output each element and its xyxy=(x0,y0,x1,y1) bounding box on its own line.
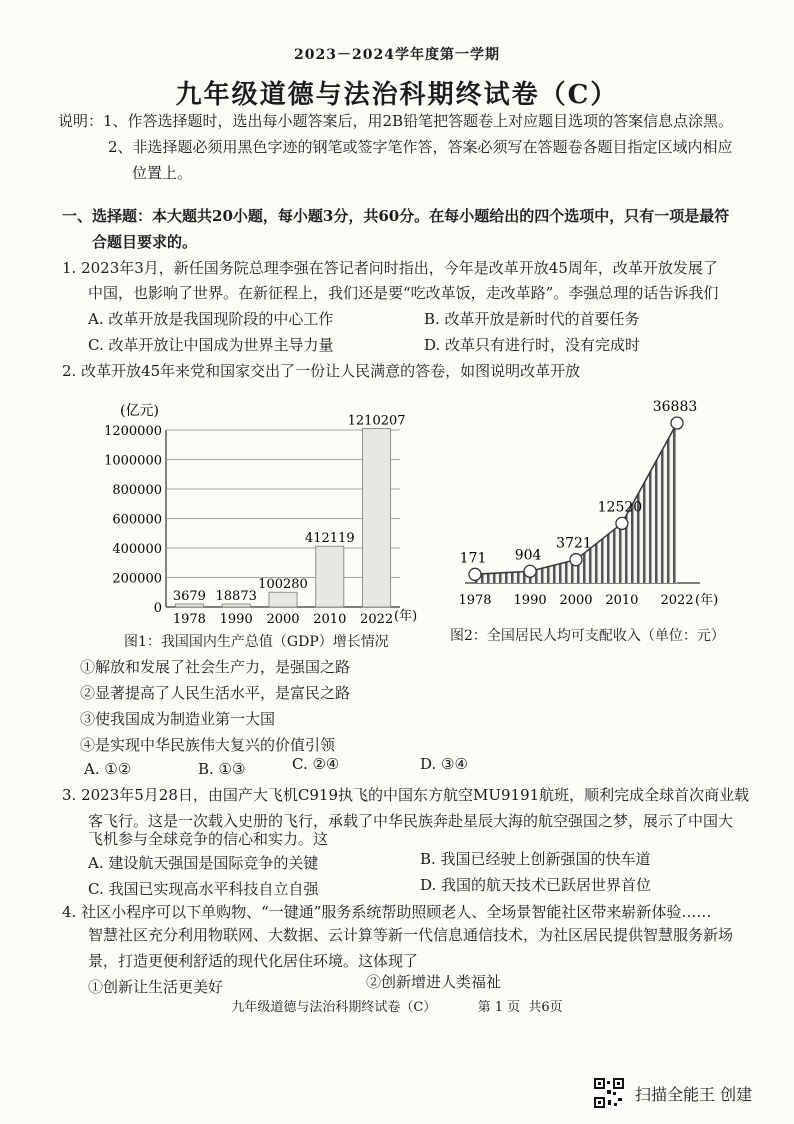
q2-stem: 2. 改革开放45年来党和国家交出了一份让人民满意的答卷，如图说明改革开放 xyxy=(62,362,581,380)
q3-option-d: D. 我国的航天技术已跃居世界首位 xyxy=(420,876,652,894)
chart2-x-tick-label: 2000 xyxy=(559,593,593,608)
q1-option-d: D. 改革只有进行时，没有完成时 xyxy=(424,336,641,354)
q3-option-b: B. 我国已经驶上创新强国的快车道 xyxy=(420,850,651,868)
chart2-x-tick-label: 2022 xyxy=(660,593,694,608)
chart1-bar xyxy=(269,592,297,607)
exam-title: 九年级道德与法治科期终试卷（C） xyxy=(175,80,619,110)
q1-option-a: A. 改革开放是我国现阶段的中心工作 xyxy=(88,310,334,328)
chart1-x-tick-label: 2022 xyxy=(360,612,394,623)
chart1-y-axis-unit: (亿元) xyxy=(120,403,159,419)
q2-option-d: D. ③④ xyxy=(420,755,468,773)
chart1-y-tick-label: 1000000 xyxy=(104,453,162,469)
chart1-y-tick-label: 0 xyxy=(153,601,162,616)
income-area-chart xyxy=(445,390,735,622)
q3-option-c: C. 我国已实现高水平科技自立自强 xyxy=(88,880,319,898)
section-heading-line-2: 合题目要求的。 xyxy=(92,233,198,251)
q4-stem-line-1: 4. 社区小程序可以下单购物、“一键通”服务系统帮助照顾老人、全场景智能社区带来崭新体验…… xyxy=(62,903,712,921)
q1-option-c: C. 改革开放让中国成为世界主导力量 xyxy=(88,336,334,354)
q3-stem-line-2: 客飞行。这是一次载入史册的飞行，承载了中华民族奔赴星辰大海的航空强国之梦，展示了中国大 xyxy=(88,812,734,830)
gdp-bar-chart xyxy=(100,395,420,623)
chart1-bar xyxy=(222,604,250,607)
chart1-x-tick-label: 1990 xyxy=(219,612,253,623)
q3-stem-line-1: 3. 2023年5月28日，由国产大飞机C919执飞的中国东方航空MU9191航班，顺利完成全球首次商业载 xyxy=(62,786,750,804)
q2-item-4: ④是实现中华民族伟大复兴的价值引领 xyxy=(80,736,336,754)
chart2-data-point xyxy=(524,565,536,577)
chart2-value-label: 12520 xyxy=(597,499,643,516)
chart1-value-label: 18873 xyxy=(215,589,257,604)
chart1-y-tick-label: 600000 xyxy=(112,512,162,528)
q1-option-b: B. 改革开放是新时代的首要任务 xyxy=(424,310,640,328)
chart1-y-tick-label: 400000 xyxy=(112,542,162,557)
q4-stem-line-3: 景，打造更便利舒适的现代化居住环境。这体现了 xyxy=(88,952,419,970)
chart2-data-point xyxy=(469,568,481,580)
q3-option-a: A. 建设航天强国是国际竞争的关键 xyxy=(88,854,319,872)
chart1-x-tick-label: 1978 xyxy=(172,612,206,623)
q2-option-c: C. ②④ xyxy=(292,755,340,773)
q3-stem-line-3: 飞机参与全球竞争的信心和实力。这 xyxy=(88,830,329,848)
instruction-line-3: 位置上。 xyxy=(132,164,193,182)
q2-item-3: ③使我国成为制造业第一大国 xyxy=(80,710,276,728)
chart1-y-tick-label: 800000 xyxy=(112,483,162,498)
chart1-x-tick-label: 2000 xyxy=(266,612,300,623)
chart2-value-label: 36883 xyxy=(652,399,698,415)
chart1-x-axis-unit: (年) xyxy=(394,609,418,623)
page-footer: 九年级道德与法治科期终试卷（C） 第 1 页 共6页 xyxy=(231,1000,563,1015)
qr-code-icon xyxy=(594,1078,624,1108)
q4-item-1: ①创新让生活更美好 xyxy=(88,978,224,996)
instruction-line-1: 说明：1、作答选择题时，选出每小题答案后，用2B铅笔把答题卷上对应题目选项的答案信息点涂黑。 xyxy=(58,112,734,130)
q1-stem-line-2: 中国，也影响了世界。在新征程上，我们还是要“吃改革饭，走改革路”。李强总理的话告诉我们 xyxy=(88,284,719,302)
chart2-x-tick-label: 1978 xyxy=(458,593,492,608)
scanner-watermark: 扫描全能王 创建 xyxy=(635,1085,753,1104)
chart2-value-label: 3721 xyxy=(556,535,592,552)
chart1-bar xyxy=(363,428,391,607)
chart2-data-point xyxy=(570,554,582,566)
q2-item-2: ②显著提高了人民生活水平，是富民之路 xyxy=(80,684,351,702)
chart2-value-label: 904 xyxy=(514,547,542,564)
chart1-x-tick-label: 2010 xyxy=(313,612,347,623)
q1-stem-line-1: 1. 2023年3月，新任国务院总理李强在答记者问时指出，今年是改革开放45周年，改革开放发展了 xyxy=(62,259,718,277)
chart2-data-point xyxy=(671,417,683,429)
chart1-y-tick-label: 200000 xyxy=(112,571,162,587)
chart1-bar xyxy=(175,604,203,607)
chart2-data-point xyxy=(616,517,628,529)
instruction-line-2: 2、非选择题必须用黑色字迹的钢笔或签字笔作答，答案必须写在答题卷各题目指定区域内相应 xyxy=(108,138,733,156)
chart1-value-label: 412119 xyxy=(304,531,355,547)
chart1-value-label: 100280 xyxy=(258,577,308,593)
chart1-caption: 图1：我国国内生产总值（GDP）增长情况 xyxy=(124,634,389,650)
chart1-bar xyxy=(316,546,344,607)
q2-option-a: A. ①② xyxy=(84,760,132,778)
section-heading-line-1: 一、选择题：本大题共20小题，每小题3分，共60分。在每小题给出的四个选项中，只有一项是最符 xyxy=(62,207,730,225)
q2-item-1: ①解放和发展了社会生产力，是强国之路 xyxy=(80,658,351,676)
chart2-x-tick-label: 1990 xyxy=(513,593,547,608)
q4-item-2: ②创新增进人类福祉 xyxy=(366,973,502,991)
chart1-value-label: 1210207 xyxy=(347,413,406,429)
chart2-x-tick-label: 2010 xyxy=(605,593,639,608)
q2-option-b: B. ①③ xyxy=(198,760,246,778)
q4-stem-line-2: 智慧社区充分利用物联网、大数据、云计算等新一代信息通信技术，为社区居民提供智慧服务新场 xyxy=(88,926,734,944)
chart1-y-tick-label: 1200000 xyxy=(104,424,162,439)
chart2-value-label: 171 xyxy=(459,550,487,567)
chart2-x-axis-unit: (年) xyxy=(695,593,719,608)
chart1-value-label: 3679 xyxy=(172,589,206,604)
school-year: 2023－2024学年度第一学期 xyxy=(294,47,500,63)
chart2-caption: 图2：全国居民人均可支配收入（单位：元） xyxy=(450,628,725,644)
